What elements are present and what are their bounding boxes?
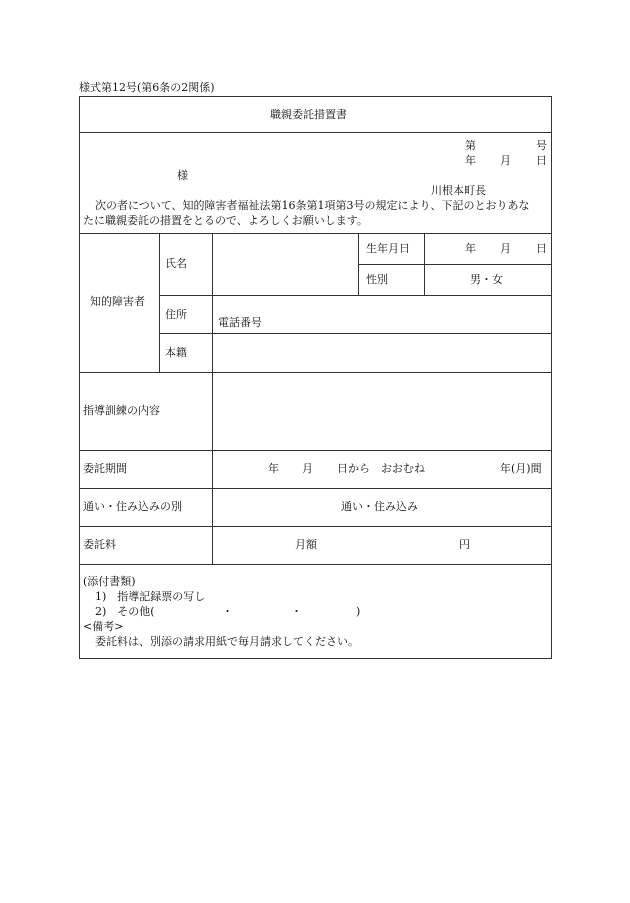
divider-v-birth-value — [424, 233, 425, 295]
remarks-text: 委託料は、別添の請求用紙で毎月請求してください。 — [95, 635, 359, 648]
divider-header — [79, 233, 552, 234]
divider-v-label — [212, 233, 213, 564]
divider-person — [79, 372, 552, 373]
period-approx: おおむね — [381, 462, 425, 475]
divider-commute — [79, 526, 552, 527]
phone-label: 電話番号 — [218, 316, 262, 329]
name-label: 氏名 — [165, 257, 187, 270]
period-year: 年 — [268, 462, 279, 475]
body-text-line2: たに職親委託の措置をとるので、よろしくお願いします。 — [83, 214, 368, 227]
birth-month-label: 月 — [500, 242, 511, 255]
number-label-dai: 第 — [465, 139, 476, 152]
attachment-item2-close: ) — [356, 605, 361, 618]
fee-monthly: 月額 — [295, 538, 317, 551]
fee-yen: 円 — [459, 538, 470, 551]
divider-address-honseki — [159, 333, 552, 334]
number-label-go: 号 — [536, 139, 547, 152]
divider-fee — [79, 564, 552, 565]
date-year-label: 年 — [465, 154, 476, 167]
divider-title — [79, 132, 552, 133]
sex-label: 性別 — [366, 273, 388, 286]
period-duration: 年(月)間 — [500, 462, 542, 475]
period-from: 日から — [337, 462, 370, 475]
divider-v-birth-label — [358, 233, 359, 295]
commute-label: 通い・住み込みの別 — [83, 500, 182, 513]
attachment-item2-dot2: ・ — [291, 605, 302, 618]
divider-v-group — [159, 233, 160, 372]
divider-training — [79, 450, 552, 451]
address-label: 住所 — [165, 308, 187, 321]
training-label: 指導訓練の内容 — [83, 404, 160, 417]
divider-name-address — [159, 295, 552, 296]
person-group-label: 知的障害者 — [90, 295, 145, 308]
period-month: 月 — [302, 462, 313, 475]
remarks-heading: <備考> — [83, 620, 124, 633]
fee-label: 委託料 — [83, 538, 116, 551]
birthdate-label: 生年月日 — [366, 242, 410, 255]
birth-day-label: 日 — [536, 242, 547, 255]
attachments-heading: (添付書類) — [83, 575, 136, 588]
commute-value: 通い・住み込み — [341, 500, 418, 513]
date-day-label: 日 — [536, 154, 547, 167]
addressee-sama: 様 — [177, 169, 188, 182]
form-number-label: 様式第12号(第6条の2関係) — [79, 81, 215, 94]
body-text-line1: 次の者について、知的障害者福祉法第16条第1項第3号の規定により、下記のとおりあな — [95, 199, 530, 212]
date-month-label: 月 — [500, 154, 511, 167]
attachment-item1: 1) 指導記録票の写し — [95, 590, 206, 603]
attachment-item2-prefix: 2) その他( — [95, 605, 155, 618]
period-label: 委託期間 — [83, 462, 127, 475]
honseki-label: 本籍 — [165, 346, 187, 359]
form-frame — [79, 96, 552, 659]
divider-period — [79, 488, 552, 489]
attachment-item2-dot1: ・ — [222, 605, 233, 618]
form-title: 職親委託措置書 — [270, 108, 347, 121]
sex-value: 男・女 — [470, 273, 503, 286]
issuer-name: 川根本町長 — [431, 184, 486, 197]
birth-year-label: 年 — [465, 242, 476, 255]
divider-birth-sex — [358, 264, 552, 265]
